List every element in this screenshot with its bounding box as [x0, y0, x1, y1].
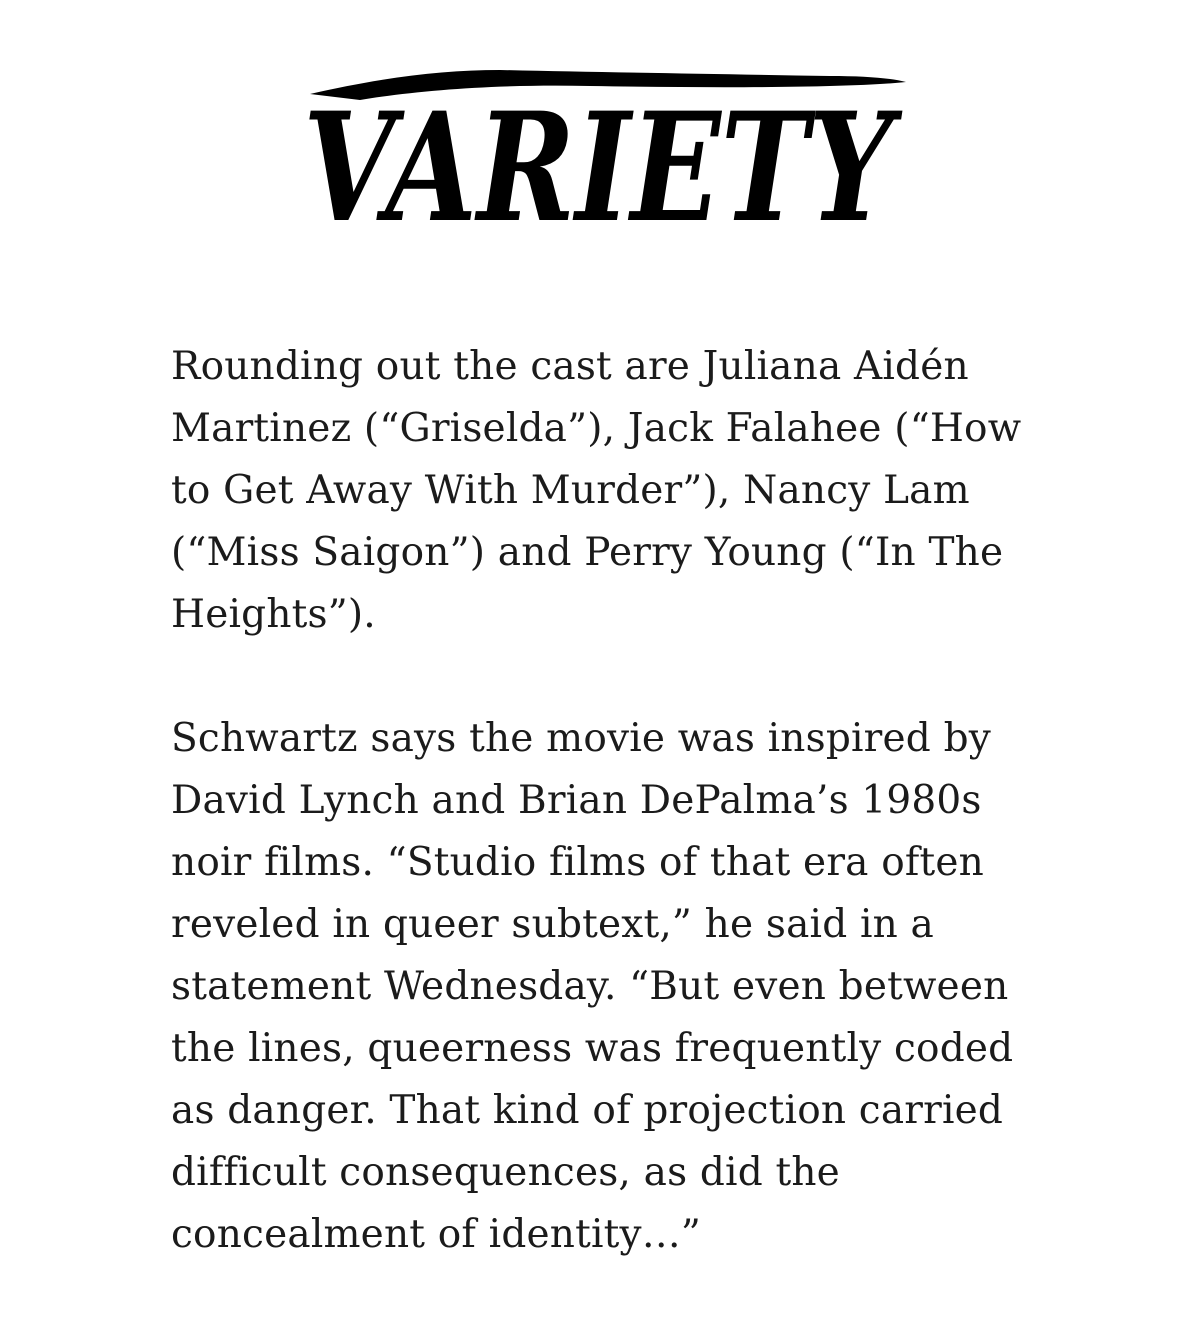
paragraph-line: reveled in queer subtext,” he said in a: [171, 902, 935, 947]
paragraph-line: Schwartz says the movie was inspired by: [171, 716, 991, 761]
paragraph-line: Rounding out the cast are Juliana Aidén: [171, 344, 969, 389]
logo-text: VARIETY: [303, 80, 904, 256]
paragraph-line: statement Wednesday. “But even between: [171, 964, 1009, 1009]
variety-wordmark-icon: [290, 48, 910, 256]
article-body: [171, 336, 1041, 1266]
paragraph-line: difficult consequences, as did the: [171, 1150, 840, 1195]
paragraph-line: the lines, queerness was frequently coded: [171, 1026, 1014, 1071]
paragraph-line: to Get Away With Murder”), Nancy Lam: [171, 468, 970, 513]
variety-logo: [290, 48, 910, 256]
paragraph-line: David Lynch and Brian DePalma’s 1980s: [171, 778, 982, 823]
paragraph-line: Heights”).: [171, 592, 376, 637]
paragraph-line: as danger. That kind of projection carried: [171, 1088, 1004, 1133]
paragraph-line: Martinez (“Griselda”), Jack Falahee (“How: [171, 406, 1022, 451]
paragraph-line: concealment of identity…”: [171, 1212, 702, 1257]
paragraph-line: (“Miss Saigon”) and Perry Young (“In The: [171, 530, 1004, 575]
article-paragraph-cast: [171, 336, 1041, 646]
article-paragraph-inspiration: [171, 708, 1041, 1266]
paragraph-line: noir films. “Studio films of that era often: [171, 840, 984, 885]
